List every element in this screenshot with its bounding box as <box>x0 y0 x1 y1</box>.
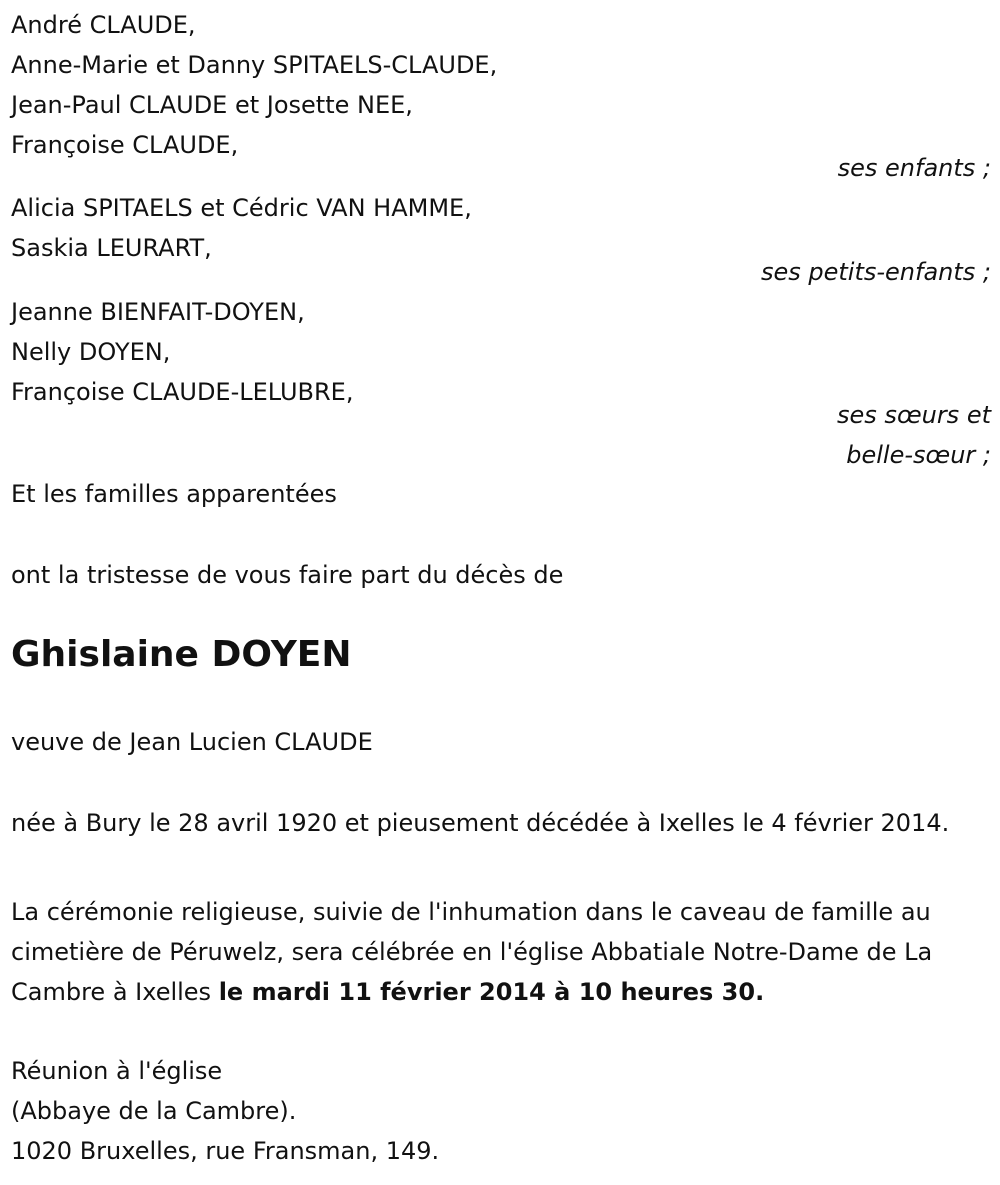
birth-death-paragraph: née à Bury le 28 avril 1920 et pieusement décédée à Ixelles le 4 février 2014. <box>11 809 950 837</box>
meeting-line: (Abbaye de la Cambre). <box>11 1097 297 1125</box>
child-name: Jean-Paul CLAUDE et Josette NEE, <box>11 91 413 119</box>
families-line: Et les familles apparentées <box>11 480 337 508</box>
child-name: Françoise CLAUDE, <box>11 131 239 159</box>
children-role: ses enfants ; <box>837 154 991 182</box>
sister-name: Françoise CLAUDE-LELUBRE, <box>11 378 354 406</box>
sister-name: Nelly DOYEN, <box>11 338 171 366</box>
sisters-role-line1: ses sœurs et <box>837 401 991 429</box>
meeting-line: Réunion à l'église <box>11 1057 223 1085</box>
meeting-address: 1020 Bruxelles, rue Fransman, 149. <box>11 1137 440 1165</box>
child-name: André CLAUDE, <box>11 11 196 39</box>
deceased-name: Ghislaine DOYEN <box>11 634 352 675</box>
child-name: Anne-Marie et Danny SPITAELS-CLAUDE, <box>11 51 498 79</box>
sisters-group <box>11 292 991 412</box>
meeting-block <box>11 1051 991 1171</box>
grandchild-name: Saskia LEURART, <box>11 234 212 262</box>
sister-name: Jeanne BIENFAIT-DOYEN, <box>11 298 305 326</box>
grandchild-name: Alicia SPITAELS et Cédric VAN HAMME, <box>11 194 472 222</box>
grandchildren-role: ses petits-enfants ; <box>760 258 991 286</box>
widow-of-line: veuve de Jean Lucien CLAUDE <box>11 728 373 756</box>
sisters-role-line2: belle-sœur ; <box>846 441 991 469</box>
ceremony-date: le mardi 11 février 2014 à 10 heures 30. <box>218 978 765 1006</box>
ceremony-paragraph <box>11 892 996 1012</box>
ceremony-text: La cérémonie religieuse, suivie de l'inhumation dans le caveau de famille au cimetière de Péruwelz, sera célébrée en l'église Abbatiale Notre-Dame de La Cambre à Ixelles <box>11 898 933 1006</box>
announcement-line: ont la tristesse de vous faire part du décès de <box>11 561 564 589</box>
children-group <box>11 5 991 165</box>
